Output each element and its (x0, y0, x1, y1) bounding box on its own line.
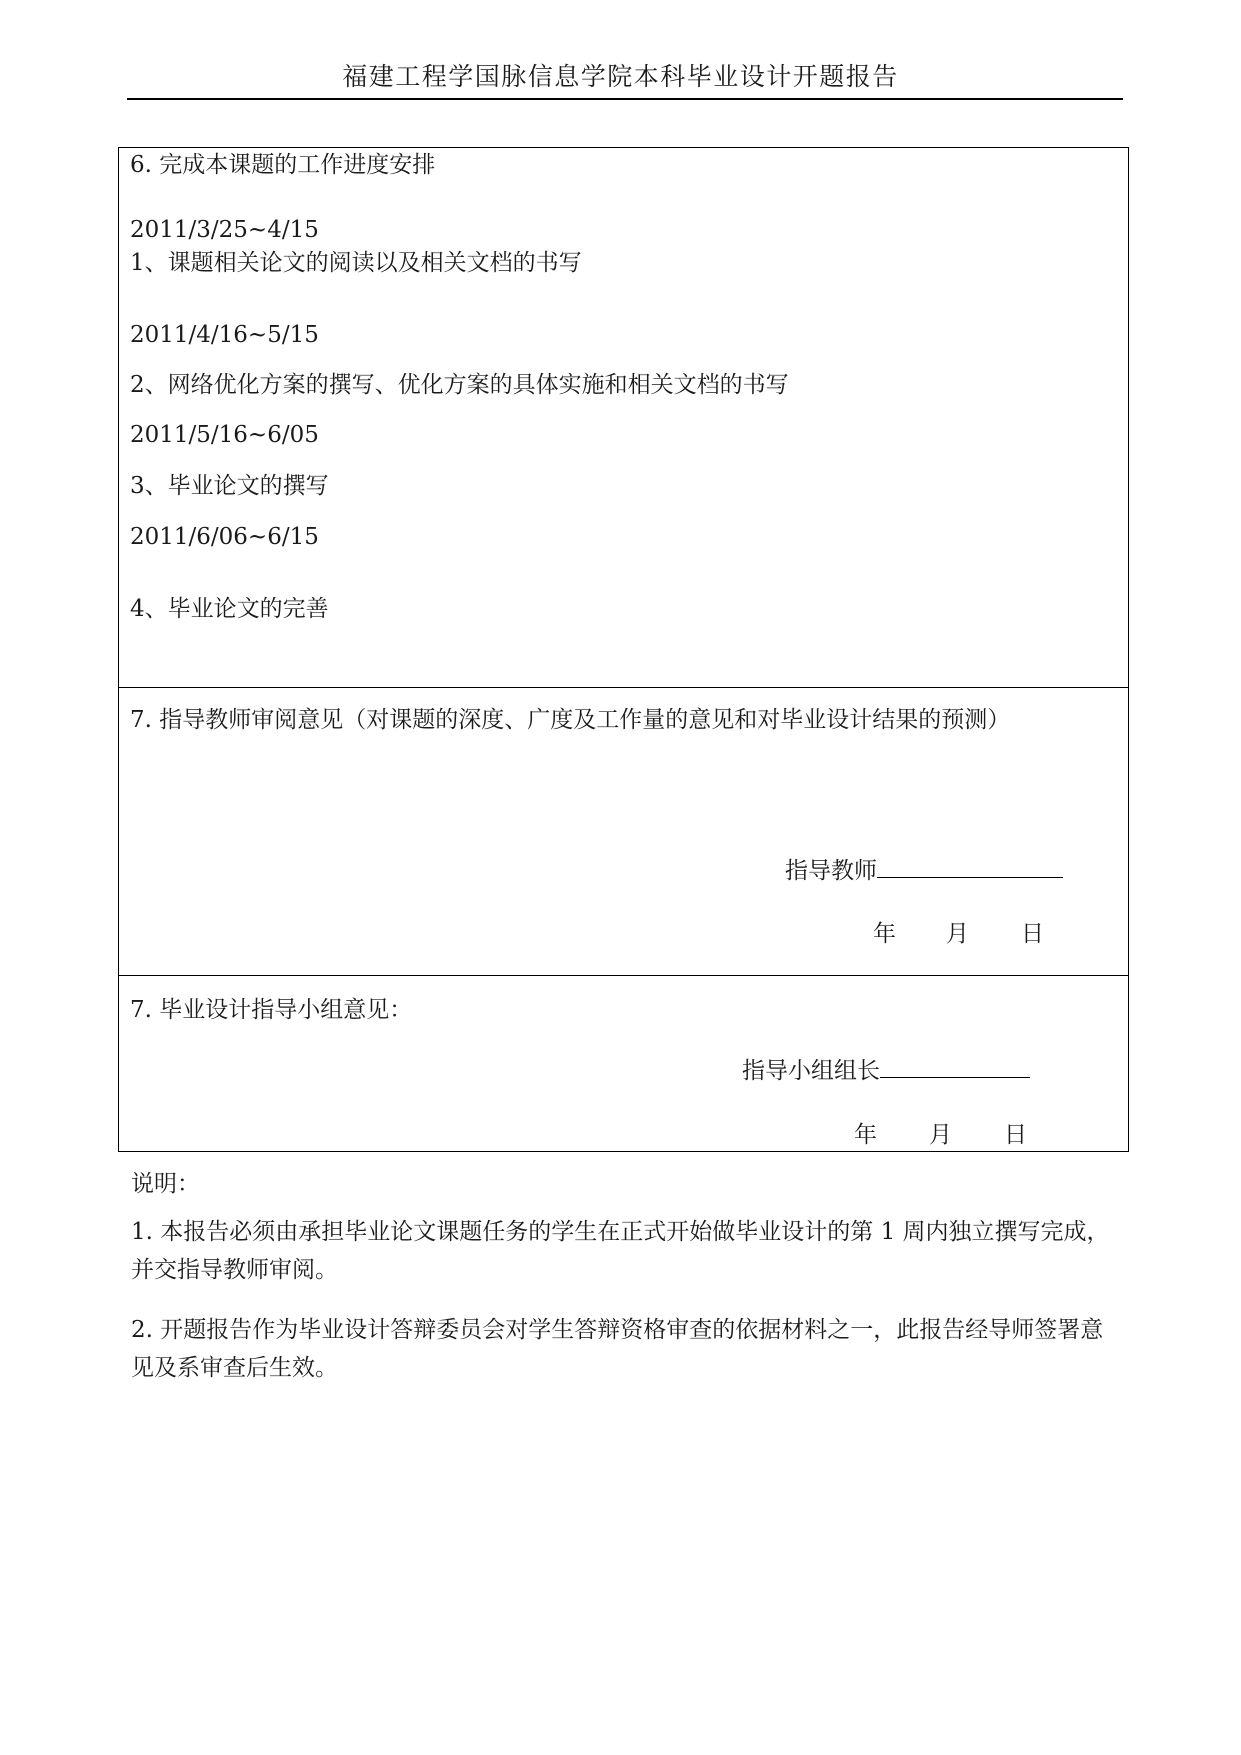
schedule-task-1: 1、课题相关论文的阅读以及相关文档的书写 (130, 250, 582, 276)
section-7-group-heading: 7. 毕业设计指导小组意见： (130, 997, 413, 1023)
notes-title: 说明： (131, 1171, 200, 1197)
schedule-dates-1: 2011/3/25~4/15 (130, 217, 319, 243)
group-leader-signature-line (742, 1057, 1030, 1084)
schedule-task-3: 3、毕业论文的撰写 (130, 473, 329, 499)
group-date-day: 日 (1004, 1122, 1027, 1148)
advisor-date-day: 日 (1021, 921, 1044, 947)
section-7-advisor-heading: 7. 指导教师审阅意见（对课题的深度、广度及工作量的意见和对毕业设计结果的预测） (130, 707, 1011, 733)
advisor-signature-label: 指导教师 (785, 858, 877, 884)
advisor-signature-line (785, 857, 1063, 884)
header-rule (127, 98, 1123, 100)
advisor-date-year: 年 (873, 921, 896, 947)
schedule-dates-2: 2011/4/16~5/15 (130, 322, 319, 348)
note-item-1: 1. 本报告必须由承担毕业论文课题任务的学生在正式开始做毕业设计的第 1 周内独立撰写完成，并交指导教师审阅。 (131, 1219, 1110, 1283)
group-leader-signature-blank[interactable] (880, 1057, 1030, 1078)
group-date-month: 月 (929, 1122, 952, 1148)
page-header-title: 福建工程学国脉信息学院本科毕业设计开题报告 (342, 62, 899, 91)
schedule-dates-4: 2011/6/06~6/15 (130, 524, 319, 550)
advisor-signature-blank[interactable] (877, 857, 1063, 878)
group-leader-signature-label: 指导小组组长 (742, 1058, 880, 1084)
section-6-heading: 6. 完成本课题的工作进度安排 (130, 152, 436, 178)
advisor-date-month: 月 (946, 921, 969, 947)
note-item-2: 2. 开题报告作为毕业设计答辩委员会对学生答辩资格审查的依据材料之一，此报告经导师签署意见及系审查后生效。 (131, 1317, 1104, 1381)
schedule-task-4: 4、毕业论文的完善 (130, 596, 329, 622)
schedule-dates-3: 2011/5/16~6/05 (130, 422, 319, 448)
schedule-task-2: 2、网络优化方案的撰写、优化方案的具体实施和相关文档的书写 (130, 372, 789, 398)
group-date-year: 年 (854, 1122, 877, 1148)
